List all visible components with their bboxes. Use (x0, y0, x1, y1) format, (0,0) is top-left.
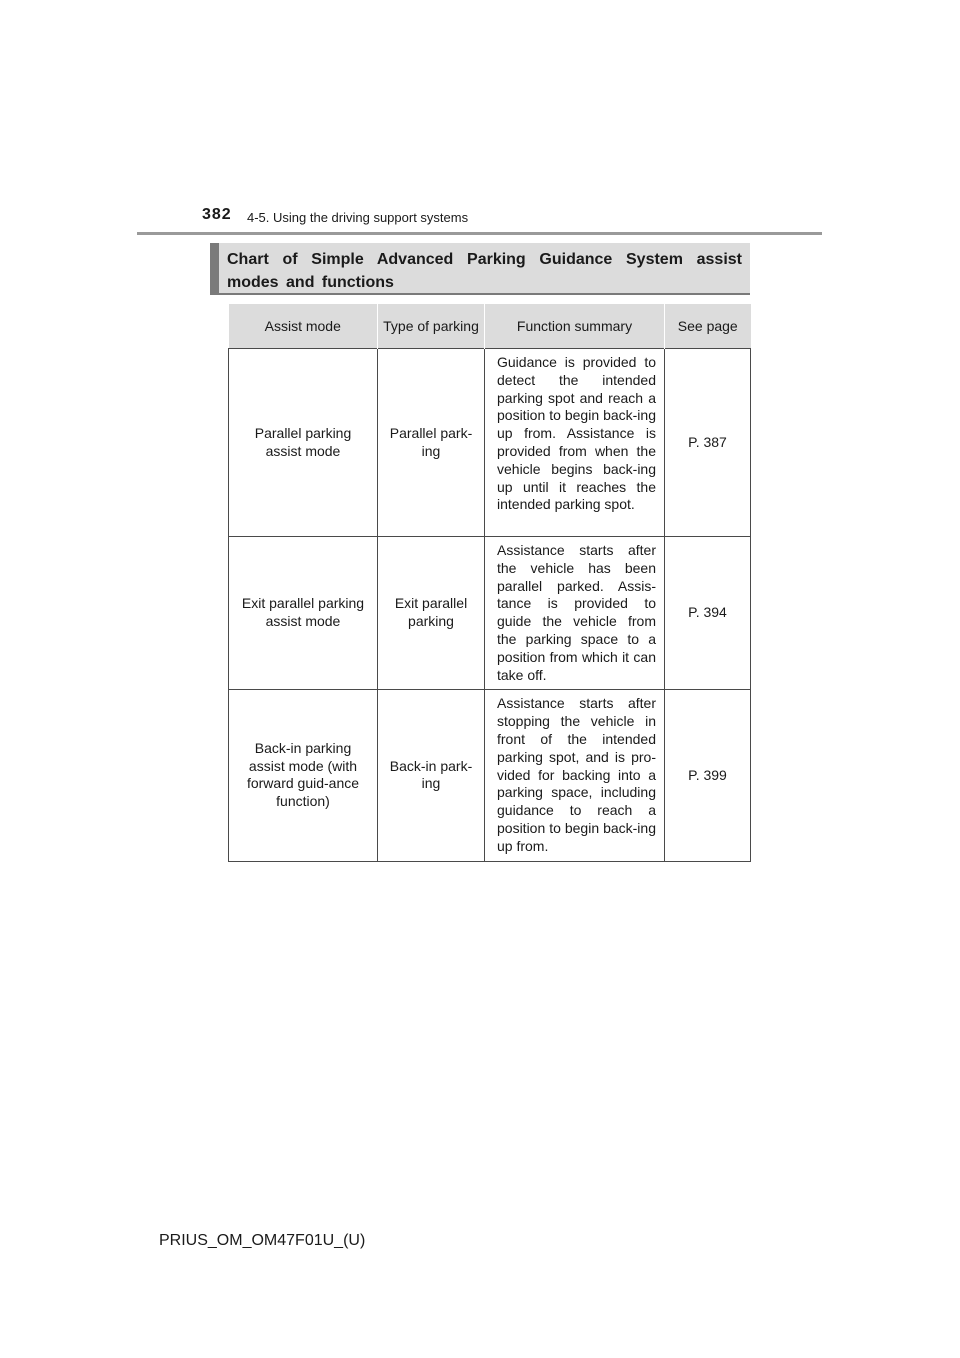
table-header-row (229, 304, 751, 349)
cell-summary: Assistance starts after stopping the vehicle in front of the intended parking spot, and is pro-vided for backing into a parking space, including guidance to reach a position to begin back-ing up from. (485, 690, 665, 861)
table-row (229, 690, 751, 861)
cell-see-page: P. 387 (665, 349, 751, 537)
table-row (229, 349, 751, 537)
footer-document-code: PRIUS_OM_OM47F01U_(U) (159, 1232, 366, 1249)
cell-see-page: P. 394 (665, 537, 751, 690)
chart-heading-text: Chart of Simple Advanced Parking Guidance System assist modes and functions (227, 251, 742, 291)
cell-type: Exit parallel parking (378, 537, 485, 690)
cell-type: Back-in park-ing (378, 690, 485, 861)
cell-summary: Guidance is provided to detect the intended parking spot and reach a position to begin back-ing up from. Assistance is provided from when the vehicle begins back-ing up until it reaches the intended parking spot. (485, 349, 665, 537)
header-rule (137, 232, 822, 235)
table-row (229, 537, 751, 690)
cell-see-page: P. 399 (665, 690, 751, 861)
assist-modes-table (228, 304, 751, 862)
cell-type: Parallel park-ing (378, 349, 485, 537)
cell-assist-mode: Back-in parking assist mode (with forward guid-ance function) (229, 690, 378, 861)
column-header-function-summary: Function summary (485, 304, 665, 349)
chart-heading (210, 243, 750, 295)
column-header-type: Type of parking (378, 304, 485, 349)
column-header-see-page: See page (665, 304, 751, 349)
section-title: 4-5. Using the driving support systems (247, 210, 469, 225)
cell-assist-mode: Exit parallel parking assist mode (229, 537, 378, 690)
page-number: 382 (202, 206, 232, 223)
column-header-assist-mode: Assist mode (229, 304, 378, 349)
cell-assist-mode: Parallel parking assist mode (229, 349, 378, 537)
cell-summary: Assistance starts after the vehicle has been parallel parked. Assis-tance is provided to guide the vehicle from the parking space to a position from which it can take off. (485, 537, 665, 690)
